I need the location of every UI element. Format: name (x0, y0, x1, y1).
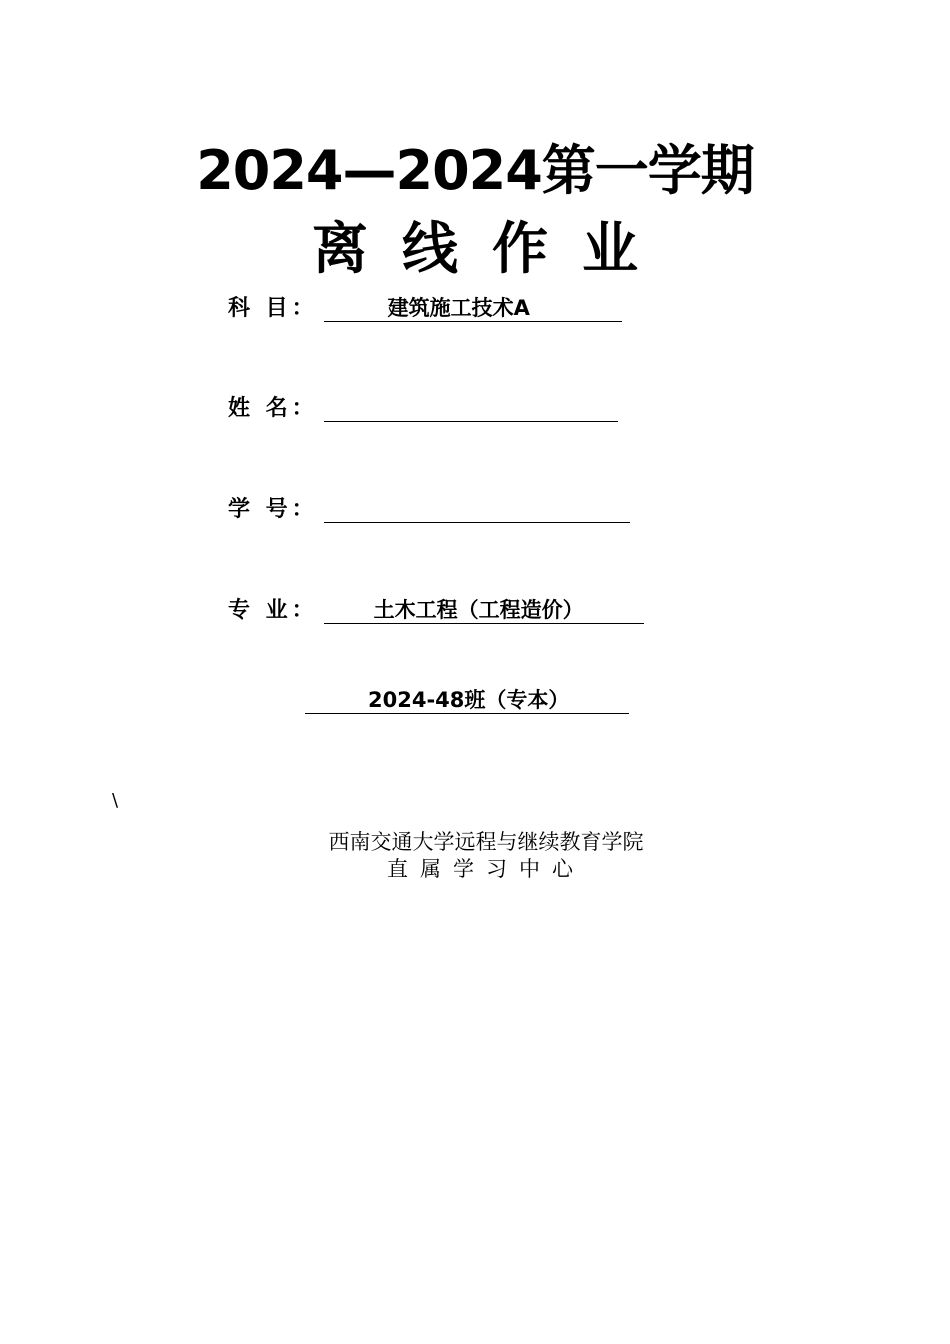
subject-label: 科 目： (228, 296, 318, 321)
student-id-field (228, 483, 630, 523)
name-field (228, 382, 618, 422)
major-label: 专 业： (228, 598, 318, 623)
student-id-label: 学 号： (228, 497, 318, 522)
document-title: 离线作业 (312, 217, 672, 282)
semester-title: 2024—2024第一学期 (196, 139, 754, 202)
stray-mark: \ (112, 790, 119, 811)
study-center: 直属学习中心 (387, 857, 585, 881)
major-field (228, 584, 644, 624)
student-id-value (324, 495, 630, 523)
name-value (324, 394, 618, 422)
class-value: 2024-48班（专本） (305, 686, 629, 714)
name-label: 姓 名： (228, 396, 318, 421)
major-value: 土木工程（工程造价） (324, 596, 644, 624)
subject-value: 建筑施工技术A (324, 294, 622, 322)
college-name: 西南交通大学远程与继续教育学院 (328, 830, 644, 854)
subject-field (228, 282, 622, 322)
